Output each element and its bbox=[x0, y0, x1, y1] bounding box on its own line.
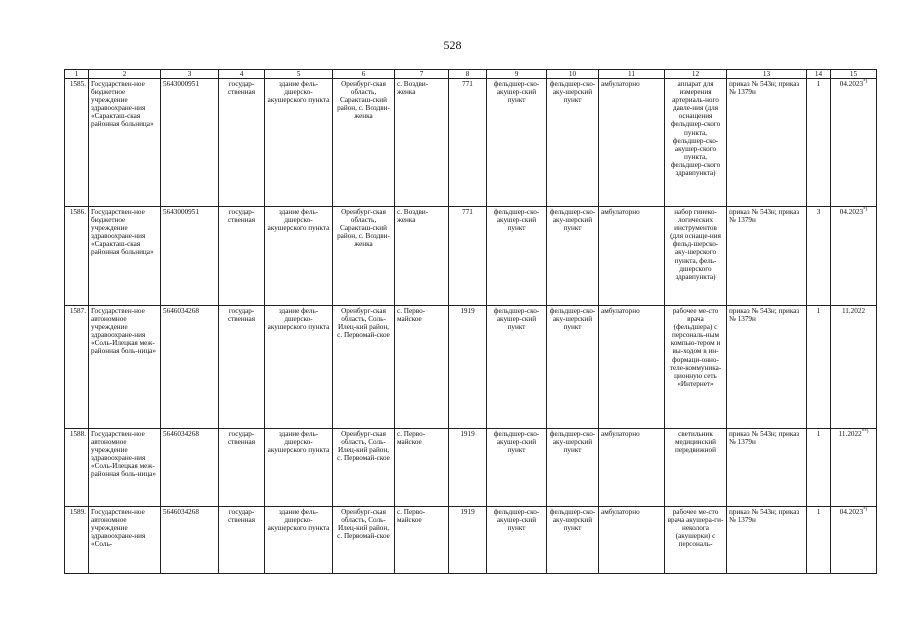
population: 1919 bbox=[449, 507, 487, 574]
organization-name: Государствен-ное бюджетное учреждение здравоохране-ния «Саракташ-ская районная больница» bbox=[89, 79, 161, 207]
column-number: 5 bbox=[265, 70, 333, 79]
deadline-date bbox=[831, 207, 877, 306]
equipment: рабочее ме-сто врача (фельдшера) с персональ-ным компью-тером и вы-ходом в ин-формаци-онно-теле-коммуника-ционную сеть «Интернет» bbox=[665, 306, 727, 429]
quantity: 1 bbox=[807, 79, 831, 207]
table-row bbox=[65, 429, 877, 507]
care-form: амбулаторно bbox=[599, 507, 665, 574]
quantity: 1 bbox=[807, 429, 831, 507]
column-number-row bbox=[65, 70, 877, 79]
table-row bbox=[65, 306, 877, 429]
footnote-mark: **) bbox=[861, 429, 869, 435]
row-number: 1585. bbox=[65, 79, 89, 207]
order-reference: приказ № 543н; приказ № 1379н bbox=[727, 306, 807, 429]
unit-type: фельдшер-ско-акушер-ский пункт bbox=[487, 207, 547, 306]
inn-code: 5643000951 bbox=[161, 79, 219, 207]
care-form: амбулаторно bbox=[599, 207, 665, 306]
organization-name: Государствен-ное бюджетное учреждение здравоохране-ния «Саракташ-ская районная больница» bbox=[89, 207, 161, 306]
footnote-mark: *) bbox=[863, 79, 868, 85]
column-number: 7 bbox=[395, 70, 449, 79]
population: 1919 bbox=[449, 306, 487, 429]
table-row bbox=[65, 79, 877, 207]
deadline-date bbox=[831, 507, 877, 574]
footnote-mark: *) bbox=[863, 207, 868, 213]
organization-name: Государствен-ное автономное учреждение здравоохране-ния «Соль-Илецкая меж-районная боль-ница» bbox=[89, 429, 161, 507]
building-type: здание фель-дшерско-акушерского пункта bbox=[265, 79, 333, 207]
column-number: 15 bbox=[831, 70, 877, 79]
building-type: здание фель-дшерско-акушерского пункта bbox=[265, 306, 333, 429]
ownership-form: государ-ственная bbox=[219, 507, 265, 574]
deadline-date-value: 04.2023 bbox=[839, 208, 864, 216]
column-number: 9 bbox=[487, 70, 547, 79]
column-number: 2 bbox=[89, 70, 161, 79]
deadline-date-value: 04.2023 bbox=[839, 80, 864, 88]
unit-type: фельдшер-ско-акушер-ский пункт bbox=[487, 429, 547, 507]
unit-kind: фельдшер-ско-аку-шерский пункт bbox=[547, 207, 599, 306]
population: 771 bbox=[449, 79, 487, 207]
care-form: амбулаторно bbox=[599, 429, 665, 507]
order-reference: приказ № 543н; приказ № 1379н bbox=[727, 507, 807, 574]
quantity: 1 bbox=[807, 306, 831, 429]
registry-body bbox=[65, 70, 877, 574]
equipment: рабочее ме-сто врача акушера-ги-неколога (акушерки) с персональ- bbox=[665, 507, 727, 574]
column-number: 11 bbox=[599, 70, 665, 79]
column-number: 13 bbox=[727, 70, 807, 79]
table-row bbox=[65, 207, 877, 306]
equipment: набор гинеко-логических инструментов (для оснаще-ния фельд-шерско-аку-шерского пункта, фель-дшерского здравпункта) bbox=[665, 207, 727, 306]
settlement: с. Перво-майское bbox=[395, 429, 449, 507]
unit-kind: фельдшер-ско-аку-шерский пункт bbox=[547, 429, 599, 507]
deadline-date-value: 11.2022 bbox=[838, 430, 862, 438]
building-type: здание фель-дшерско-акушерского пункта bbox=[265, 507, 333, 574]
column-number: 3 bbox=[161, 70, 219, 79]
equipment: аппарат для измерения артериаль-ного давле-ния (для оснащения фельдшер-ского пункта, фельдшер-ско-акушер-ского пункта, фельдшер-ского здравпункта) bbox=[665, 79, 727, 207]
building-type: здание фель-дшерско-акушерского пункта bbox=[265, 429, 333, 507]
care-form: амбулаторно bbox=[599, 306, 665, 429]
address: Оренбург-ская область, Саракташ-ский район, с. Воздви-женка bbox=[333, 207, 395, 306]
unit-type: фельдшер-ско-акушер-ский пункт bbox=[487, 507, 547, 574]
deadline-date bbox=[831, 79, 877, 207]
unit-kind: фельдшер-ско-аку-шерский пункт bbox=[547, 507, 599, 574]
ownership-form: государ-ственная bbox=[219, 79, 265, 207]
quantity: 1 bbox=[807, 507, 831, 574]
deadline-date bbox=[831, 429, 877, 507]
unit-type: фельдшер-ско-акушер-ский пункт bbox=[487, 79, 547, 207]
inn-code: 5646034268 bbox=[161, 306, 219, 429]
population: 771 bbox=[449, 207, 487, 306]
column-number: 6 bbox=[333, 70, 395, 79]
order-reference: приказ № 543н; приказ № 1379н bbox=[727, 79, 807, 207]
footnote-mark: *) bbox=[863, 507, 868, 513]
ownership-form: государ-ственная bbox=[219, 306, 265, 429]
order-reference: приказ № 543н; приказ № 1379н bbox=[727, 207, 807, 306]
quantity: 3 bbox=[807, 207, 831, 306]
equipment: светильник медицинский передвижной bbox=[665, 429, 727, 507]
ownership-form: государ-ственная bbox=[219, 429, 265, 507]
population: 1919 bbox=[449, 429, 487, 507]
inn-code: 5646034268 bbox=[161, 429, 219, 507]
building-type: здание фель-дшерско-акушерского пункта bbox=[265, 207, 333, 306]
address: Оренбург-ская область, Соль-Илец-кий район, с. Первомай-ское bbox=[333, 507, 395, 574]
page-number: 528 bbox=[443, 38, 462, 52]
care-form: амбулаторно bbox=[599, 79, 665, 207]
settlement: с. Перво-майское bbox=[395, 306, 449, 429]
row-number: 1589. bbox=[65, 507, 89, 574]
deadline-date-value: 11.2022 bbox=[841, 307, 866, 315]
settlement: с. Воздви-женка bbox=[395, 207, 449, 306]
row-number: 1587. bbox=[65, 306, 89, 429]
address: Оренбург-ская область, Соль-Илец-кий район, с. Первомай-ское bbox=[333, 429, 395, 507]
inn-code: 5643000951 bbox=[161, 207, 219, 306]
column-number: 1 bbox=[65, 70, 89, 79]
registry-table bbox=[64, 69, 877, 574]
unit-kind: фельдшер-ско-аку-шерский пункт bbox=[547, 306, 599, 429]
organization-name: Государствен-ное автономное учреждение здравоохране-ния «Соль- bbox=[89, 507, 161, 574]
column-number: 14 bbox=[807, 70, 831, 79]
inn-code: 5646034268 bbox=[161, 507, 219, 574]
column-number: 8 bbox=[449, 70, 487, 79]
settlement: с. Перво-майское bbox=[395, 507, 449, 574]
column-number: 10 bbox=[547, 70, 599, 79]
row-number: 1588. bbox=[65, 429, 89, 507]
ownership-form: государ-ственная bbox=[219, 207, 265, 306]
settlement: с. Воздви-женка bbox=[395, 79, 449, 207]
unit-type: фельдшер-ско-акушер-ский пункт bbox=[487, 306, 547, 429]
address: Оренбург-ская область, Саракташ-ский район, с. Воздви-женка bbox=[333, 79, 395, 207]
column-number: 4 bbox=[219, 70, 265, 79]
address: Оренбург-ская область, Соль-Илец-кий район, с. Первомай-ское bbox=[333, 306, 395, 429]
column-number: 12 bbox=[665, 70, 727, 79]
unit-kind: фельдшер-ско-аку-шерский пункт bbox=[547, 79, 599, 207]
order-reference: приказ № 543н; приказ № 1379н bbox=[727, 429, 807, 507]
deadline-date-value: 04.2023 bbox=[839, 508, 864, 516]
organization-name: Государствен-ное автономное учреждение здравоохране-ния «Соль-Илецкая меж-районная боль-ница» bbox=[89, 306, 161, 429]
deadline-date bbox=[831, 306, 877, 429]
table-row bbox=[65, 507, 877, 574]
row-number: 1586. bbox=[65, 207, 89, 306]
